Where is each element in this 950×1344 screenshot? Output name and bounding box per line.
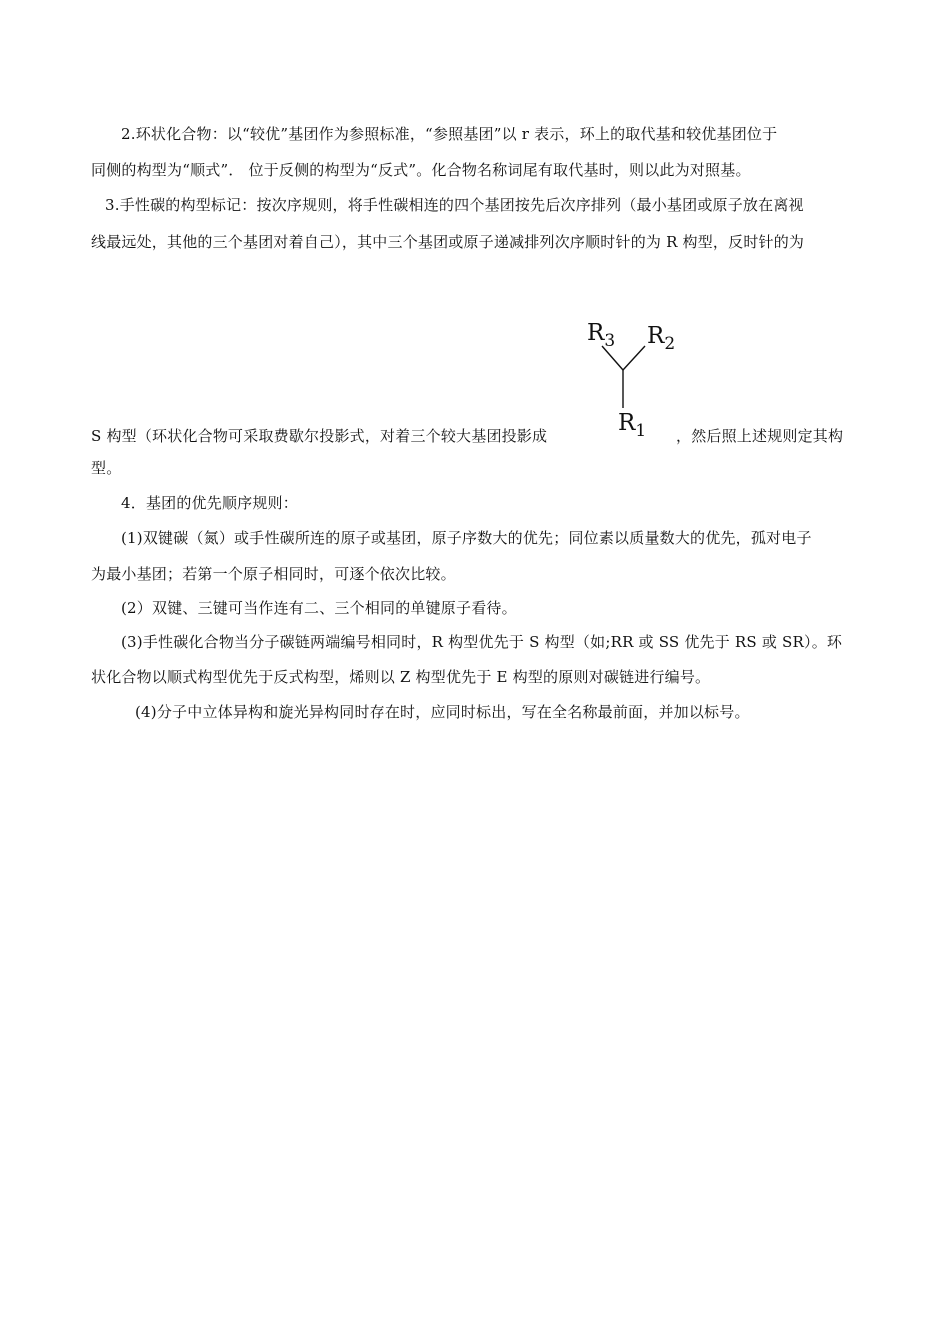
label-r1: $R_1$: [618, 410, 647, 441]
paragraph-2-line-1: 2.环状化合物：以“较优”基团作为参照标准，“参照基团”以 r 表示，环上的取代基和较优基团位于: [121, 125, 778, 143]
paragraph-2-line-2: 同侧的构型为“顺式”． 位于反侧的构型为“反式”。化合物名称词尾有取代基时，则以此为对照基。: [91, 161, 751, 179]
section-4-title: 4．基团的优先顺序规则：: [121, 494, 298, 512]
paragraph-3-line-3b: ，然后照上述规则定其构: [676, 427, 844, 445]
paragraph-3-line-1: 3.手性碳的构型标记：按次序规则，将手性碳相连的四个基团按先后次序排列（最小基团或原子放在离视: [105, 196, 804, 214]
label-r3: $R_3$: [587, 320, 616, 351]
rule-2-line-1: (2）双键、三键可当作连有二、三个相同的单键原子看待。: [121, 599, 517, 617]
rule-4-line-1: (4)分子中立体异构和旋光异构同时存在时，应同时标出，写在全名称最前面，并加以标号。: [135, 703, 750, 721]
label-r2: $R_2$: [647, 323, 676, 354]
rule-1-line-2: 为最小基团；若第一个原子相同时，可逐个依次比较。: [91, 565, 456, 583]
paragraph-3-line-3a: S 构型（环状化合物可采取费歇尔投影式，对着三个较大基团投影成: [91, 427, 548, 445]
rule-3-line-1: (3)手性碳化合物当分子碳链两端编号相同时，R 构型优先于 S 构型（如;RR 或 SS 优先于 RS 或 SR）。环: [121, 633, 843, 651]
paragraph-3-line-2: 线最远处，其他的三个基团对着自己），其中三个基团或原子递减排列次序顺时针的为 R 构型，反时针的为: [91, 233, 805, 251]
paragraph-3-line-4: 型。: [91, 459, 122, 477]
rule-3-line-2: 状化合物以顺式构型优先于反式构型，烯则以 Z 构型优先于 E 构型的原则对碳链进行编号。: [91, 668, 711, 686]
rule-1-line-1: (1)双键碳（氮）或手性碳所连的原子或基团，原子序数大的优先；同位素以质量数大的优先，孤对电子: [121, 529, 812, 547]
bond-r2: [623, 346, 645, 370]
